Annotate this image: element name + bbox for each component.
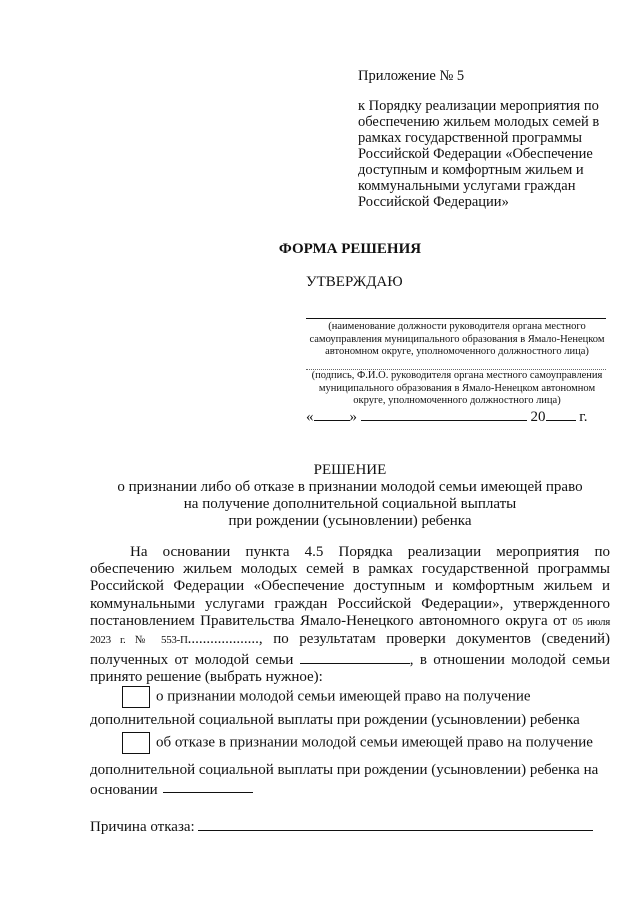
- option-refusal: [90, 732, 615, 800]
- month-blank[interactable]: [361, 406, 527, 421]
- appendix-line: рамках государственной программы: [358, 130, 582, 146]
- appendix-number: Приложение № 5: [358, 68, 465, 84]
- basis-blank[interactable]: [163, 792, 253, 793]
- position-caption: (наименование должности руководителя органа местного самоуправления муниципального образования в Ямало-Ненецком автономном округе, уполномоченного должностного лица): [309, 321, 605, 357]
- option-line: об отказе в признании молодой семьи имеющей право на получение: [156, 734, 593, 751]
- refusal-checkbox[interactable]: [122, 732, 150, 754]
- year-prefix: 20: [530, 409, 546, 425]
- appendix-line: Российской Федерации «Обеспечение: [358, 146, 593, 162]
- appendix-block: [358, 68, 618, 210]
- appendix-line: обеспечению жильем молодых семей в: [358, 114, 600, 130]
- body-dots: ...................,: [187, 631, 263, 648]
- appendix-line: коммунальными услугами граждан: [358, 178, 576, 194]
- body-paragraph: [90, 544, 610, 687]
- appendix-line: к Порядку реализации мероприятия по: [358, 98, 599, 114]
- option-line: дополнительной социальной выплаты при рождении (усыновлении) ребенка: [90, 712, 580, 728]
- refusal-reason-row: [90, 816, 593, 836]
- resolution-stamp: 05 июля 2023 г. № 553-П: [90, 615, 611, 647]
- reason-label: Причина отказа:: [90, 819, 195, 835]
- appendix-line: Российской Федерации»: [358, 194, 509, 210]
- position-line[interactable]: [306, 318, 606, 319]
- option-recognition: [90, 686, 615, 730]
- decision-title: РЕШЕНИЕ: [313, 462, 387, 478]
- signature-caption: (подпись, Ф.И.О. руководителя органа местного самоуправления муниципального образования в Ямало-Ненецком автономном округе, уполномоченного должностного лица): [311, 370, 603, 406]
- decision-subtitle-line: при рождении (усыновлении) ребенка: [228, 513, 472, 529]
- body-text-start: На основании пункта 4.5 Порядка реализации мероприятия по обеспечению жильем молодых семей в рамках государственной программы Российской Федерации «Обеспечение доступным и комфортным жильем и коммунальными услугами граждан Российской Федерации», утвержденного постановлением Правительства Ямало-Ненецкого автономного округа от: [90, 544, 610, 629]
- date-close-quote: »: [349, 409, 357, 425]
- body-text-end: , в отношении молодой семьи принято решение (выбрать нужное):: [90, 652, 610, 686]
- approval-date-row: [306, 406, 606, 426]
- option-line: о признании молодой семьи имеющей право на получение: [156, 688, 531, 705]
- reason-blank[interactable]: [198, 816, 593, 831]
- family-blank[interactable]: [300, 649, 410, 664]
- year-blank[interactable]: [546, 406, 576, 421]
- approve-title: УТВЕРЖДАЮ: [306, 274, 403, 290]
- option-line: дополнительной социальной выплаты при рождении (усыновлении) ребенка на основании: [90, 762, 599, 798]
- date-open-quote: «: [306, 409, 314, 425]
- year-suffix: г.: [579, 409, 588, 425]
- decision-heading: [90, 462, 610, 530]
- body-text-middle: по результатам проверки документов (сведений) полученных от молодой семьи: [90, 631, 610, 669]
- recognition-checkbox[interactable]: [122, 686, 150, 708]
- day-blank[interactable]: [314, 406, 350, 421]
- form-title: ФОРМА РЕШЕНИЯ: [278, 241, 422, 257]
- decision-subtitle-line: на получение дополнительной социальной выплаты: [183, 496, 517, 512]
- decision-subtitle-line: о признании либо об отказе в признании молодой семьи имеющей право: [117, 479, 583, 495]
- appendix-line: доступным и комфортным жильем и: [358, 162, 584, 178]
